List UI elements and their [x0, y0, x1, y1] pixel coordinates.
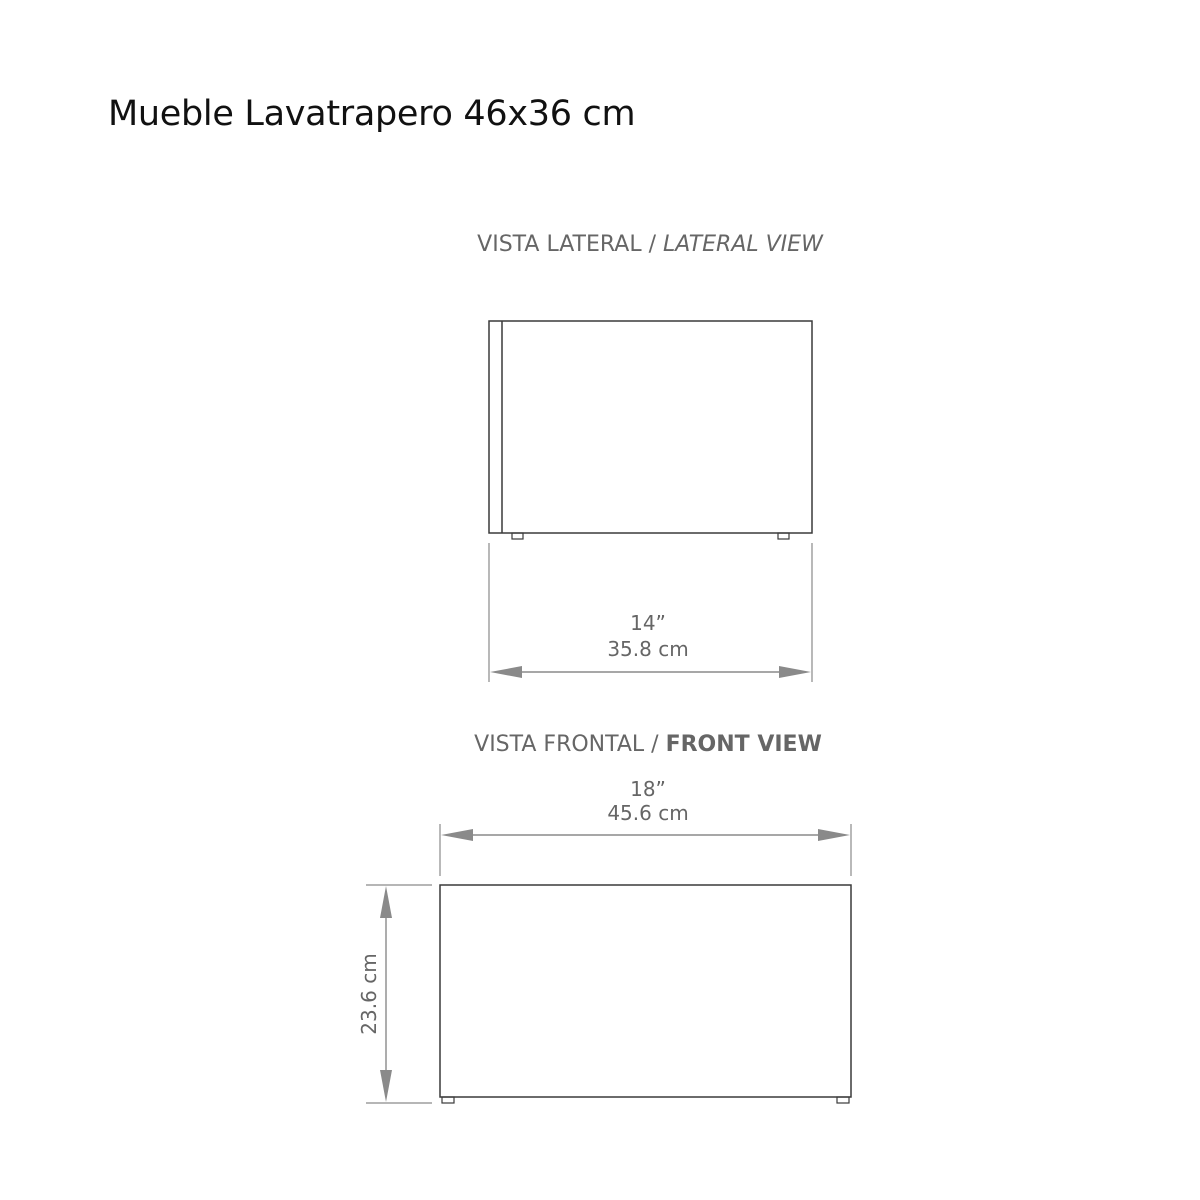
arrow-right-icon: [818, 829, 850, 841]
front-width-dimension: [440, 777, 851, 876]
front-height-cm: 23.6 cm: [357, 953, 381, 1035]
front-height-dimension: [357, 885, 432, 1103]
arrow-right-icon: [779, 666, 811, 678]
lateral-view-drawing: [489, 321, 812, 539]
front-width-cm: 45.6 cm: [607, 801, 689, 825]
lateral-depth-cm: 35.8 cm: [607, 637, 689, 661]
lateral-foot-right: [778, 533, 789, 539]
lateral-cabinet-body: [489, 321, 812, 533]
front-cabinet-body: [440, 885, 851, 1097]
front-view-heading-es: VISTA FRONTAL /: [474, 732, 666, 757]
lateral-view-heading-es: VISTA LATERAL /: [477, 232, 663, 257]
arrow-left-icon: [490, 666, 522, 678]
front-view-drawing: [440, 885, 851, 1103]
front-view-heading: [474, 732, 822, 757]
front-foot-left: [442, 1097, 454, 1103]
arrow-down-icon: [380, 1070, 392, 1102]
arrow-left-icon: [441, 829, 473, 841]
front-view-heading-en: FRONT VIEW: [665, 732, 822, 757]
front-foot-right: [837, 1097, 849, 1103]
lateral-view-heading-en: LATERAL VIEW: [663, 232, 823, 257]
front-width-inches: 18”: [630, 777, 666, 801]
lateral-view-heading: [477, 232, 824, 257]
lateral-depth-inches: 14”: [630, 611, 666, 635]
arrow-up-icon: [380, 886, 392, 918]
lateral-foot-left: [512, 533, 523, 539]
page-title: Mueble Lavatrapero 46x36 cm: [108, 94, 636, 134]
lateral-depth-dimension: [489, 543, 812, 682]
